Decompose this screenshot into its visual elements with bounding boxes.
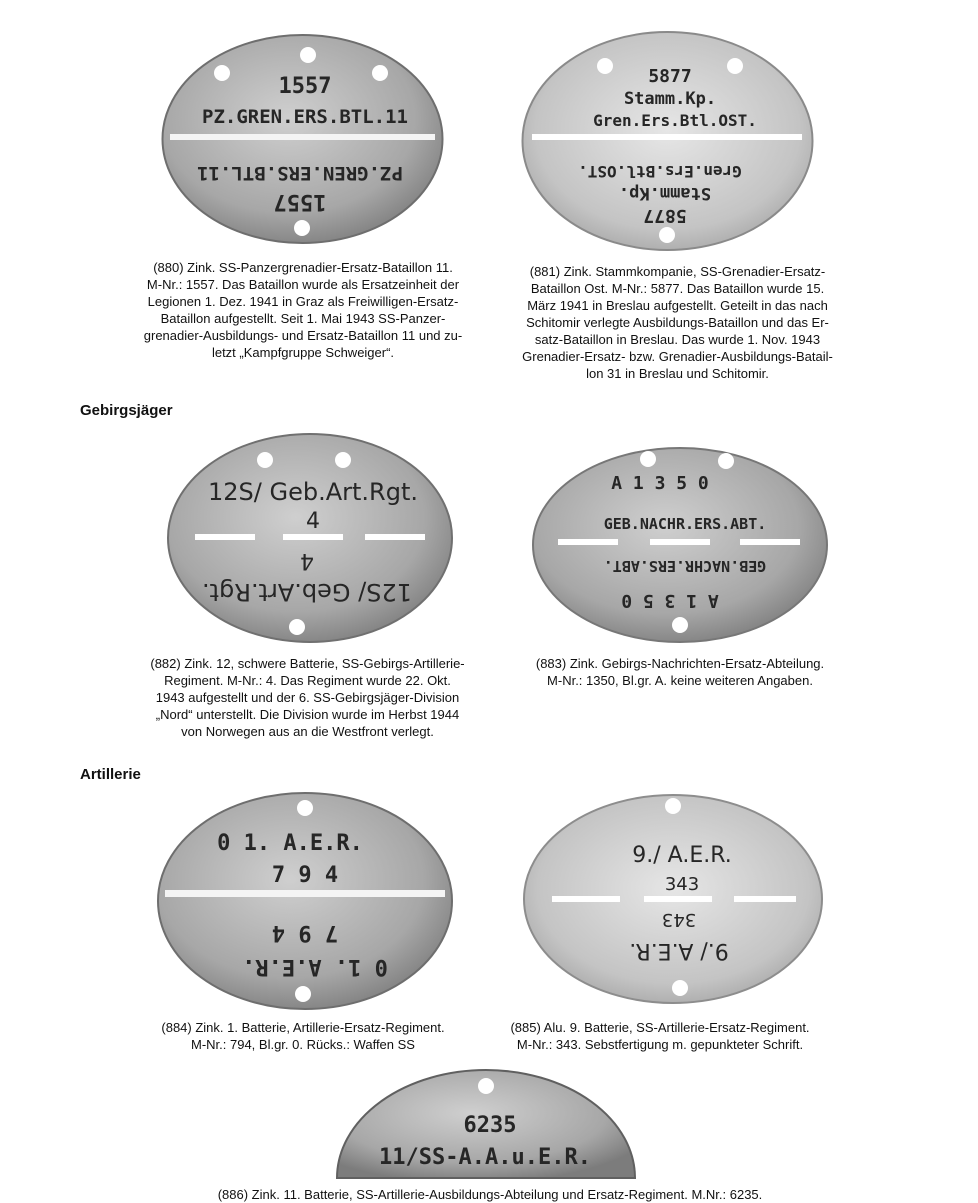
stamp-text: GEB.NACHR.ERS.ABT. [603, 515, 767, 533]
stamp-text: 9./ A.E.R. [629, 938, 729, 963]
stamp-text: GEB.NACHR.ERS.ABT. [603, 557, 767, 575]
stamp-text: PZ.GREN.ERS.BTL.11 [202, 106, 408, 128]
stamp-text: 0 1. A.E.R. [242, 954, 388, 979]
caption-881: (881) Zink. Stammkompanie, SS-Grenadier-Ersatz- Bataillon Ost. M-Nr.: 5877. Das Bataillon wurde 15. März 1941 in Breslau aufgestellt. Geteilt in das nach Schitomir verlegte Ausbildungs-Bataillon und das Er- satz-Bataillon in Breslau. Das wurde 1. Nov. 1943 Grenadier-Ersatz- bzw. Grenadier-Ausbildungs-Batail- lon 31 in Breslau und Schitomir. [522, 264, 833, 381]
tag-hole [295, 986, 311, 1002]
stamp-text: 11/SS-A.A.u.E.R. [379, 1145, 591, 1170]
tag-hole [335, 452, 351, 468]
dog-tag-882 [165, 432, 455, 645]
tag-hole [300, 47, 316, 63]
stamp-text: 4 [306, 509, 320, 534]
section-heading-artillerie: Artillerie [80, 766, 141, 783]
stamp-text: 343 [661, 909, 697, 930]
stamp-text: 5877 [648, 66, 692, 87]
tag-hole [727, 58, 743, 74]
tag-hole [478, 1078, 494, 1094]
stamp-text: 4 [300, 548, 314, 573]
stamp-text: 1557 [278, 74, 332, 99]
dog-tag-885 [522, 792, 824, 1007]
stamp-text: 12S/ Geb.Art.Rgt. [202, 578, 412, 606]
stamp-text: 9./ A.E.R. [632, 843, 732, 868]
tag-hole [214, 65, 230, 81]
stamp-text: 7 9 4 [271, 863, 339, 888]
caption-883: (883) Zink. Gebirgs-Nachrichten-Ersatz-Abteilung. M-Nr.: 1350, Bl.gr. A. keine weiteren Angaben. [535, 656, 825, 688]
caption-886: (886) Zink. 11. Batterie, SS-Artillerie-Ausbildungs-Abteilung und Ersatz-Regiment. M.Nr.: 6235. [217, 1187, 763, 1202]
stamp-text: Stamm.Kp. [618, 183, 712, 203]
tag-hole [672, 617, 688, 633]
stamp-text: 5877 [643, 205, 687, 226]
caption-885: (885) Alu. 9. Batterie, SS-Artillerie-Ersatz-Regiment. M-Nr.: 343. Sebstfertigung m. gepunkteter Schrift. [510, 1020, 810, 1052]
tag-hole [294, 220, 310, 236]
tag-hole [597, 58, 613, 74]
stamp-text: 0 1. A.E.R. [217, 831, 363, 856]
stamp-text: 1557 [273, 189, 327, 214]
tag-hole [718, 453, 734, 469]
dog-tag-880 [160, 33, 445, 245]
tag-hole [289, 619, 305, 635]
caption-882: (882) Zink. 12, schwere Batterie, SS-Gebirgs-Artillerie- Regiment. M-Nr.: 4. Das Regiment wurde 22. Okt. 1943 aufgestellt und der 6. SS-Gebirgsjäger-Division „Nord“ unterstellt. Die Division wurde im Herbst 1944 von Norwegen aus an die Westfront verlegt. [150, 656, 465, 739]
tag-hole [672, 980, 688, 996]
stamp-text: 343 [664, 874, 700, 895]
dog-tag-886 [335, 1068, 637, 1180]
stamp-text: A 1 3 5 0 [611, 473, 709, 494]
section-heading-gebirgsjaeger: Gebirgsjäger [80, 402, 173, 419]
stamp-text: Gren.Ers.Btl.OST. [593, 111, 757, 130]
dog-tag-881 [520, 30, 815, 252]
stamp-text: Gren.Ers.Btl.OST. [578, 162, 742, 181]
tag-hole [257, 452, 273, 468]
stamp-text: 12S/ Geb.Art.Rgt. [208, 478, 418, 506]
stamp-text: A 1 3 5 0 [621, 590, 719, 611]
tag-hole [640, 451, 656, 467]
caption-884: (884) Zink. 1. Batterie, Artillerie-Ersatz-Regiment. M-Nr.: 794, Bl.gr. 0. Rücks.: Waffen SS [161, 1020, 445, 1052]
stamp-text: Stamm.Kp. [623, 89, 717, 109]
tag-hole [665, 798, 681, 814]
dog-tag-884 [155, 790, 455, 1012]
tag-hole [659, 227, 675, 243]
dog-tag-883 [530, 445, 830, 645]
stamp-text: PZ.GREN.ERS.BTL.11 [197, 162, 403, 184]
tag-hole [372, 65, 388, 81]
caption-880: (880) Zink. SS-Panzergrenadier-Ersatz-Bataillon 11. M-Nr.: 1557. Das Bataillon wurde als Ersatzeinheit der Legionen 1. Dez. 1941 in Graz als Freiwilligen-Ersatz- Bataillon aufgestellt. Seit 1. Mai 1943 SS-Panzer- grenadier-Ausbildungs- und Ersatz-Bataillon 11 und zu- letzt „Kampfgruppe Schweiger“. [143, 260, 463, 360]
stamp-text: 7 9 4 [271, 920, 339, 945]
tag-hole [297, 800, 313, 816]
stamp-text: 6235 [463, 1113, 517, 1138]
